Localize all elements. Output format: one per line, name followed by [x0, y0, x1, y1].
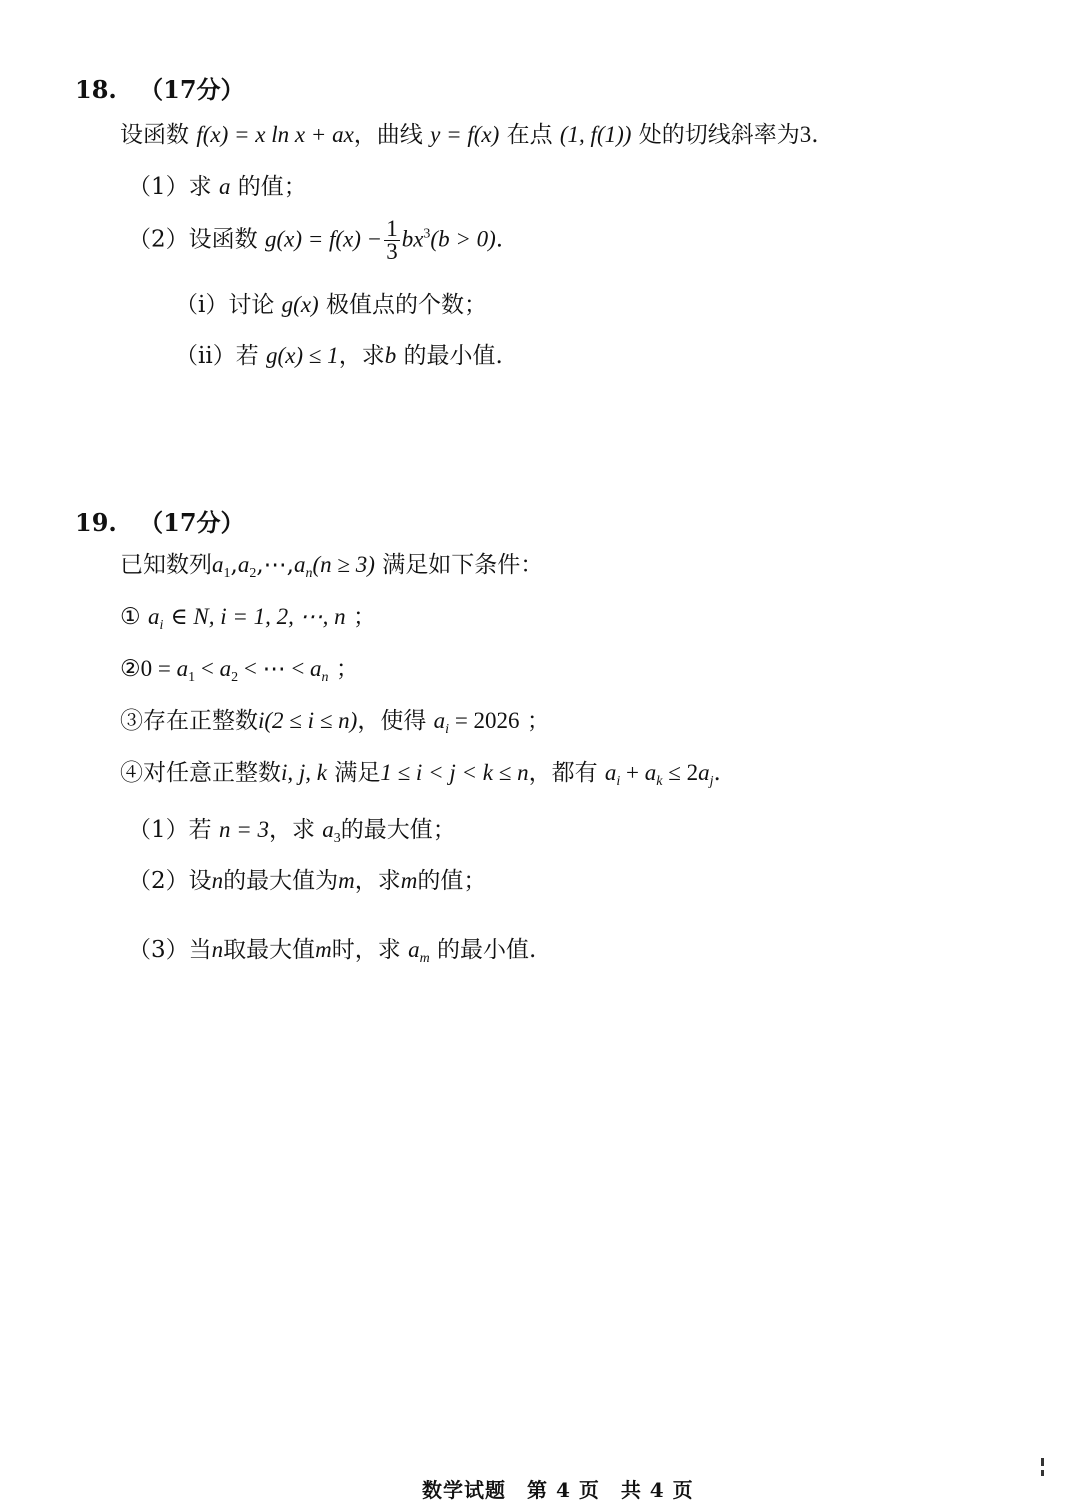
q18-part2-ii: （ii）若 g(x) ≤ 1，求b 的最小值.	[175, 343, 503, 369]
q18-number-text: 18.	[75, 75, 117, 104]
q19-number-text: 19.	[75, 508, 117, 537]
q18-stem: 设函数 f(x) = x ln x + ax，曲线 y = f(x) 在点 (1, f(1)) 处的切线斜率为3.	[120, 122, 819, 148]
q19-number	[75, 503, 245, 538]
q19-points: （17分）	[139, 508, 245, 537]
q18-number	[75, 70, 245, 105]
q19-part2: （2）设n的最大值为m，求m的值；	[128, 868, 487, 894]
q19-part3: （3）当n取最大值m时，求 $a_m$ 的最小值.	[128, 937, 537, 966]
scan-mark	[1041, 1470, 1044, 1476]
scan-mark	[1041, 1458, 1044, 1466]
q18-points: （17分）	[139, 75, 245, 104]
q19-stem: 已知数列$a_1,a_2,\cdots,a_n(n \ge 3)$ 满足如下条件：	[120, 552, 544, 581]
q19-condition-3: ③存在正整数i(2 ≤ i ≤ n)，使得 $a_i = 2026$ ；	[120, 708, 550, 737]
q18-part2: （2）设函数 g(x) = f(x) − $\frac{1}{3}$ $bx^3(b > 0)$.	[128, 216, 504, 264]
q18-part1: （1）求 a 的值；	[128, 174, 307, 200]
q19-part1: （1）若 n = 3，求 $a_3$的最大值；	[128, 817, 456, 846]
q18-part2-i: （i）讨论 g(x) 极值点的个数；	[175, 292, 488, 318]
q19-condition-2: ②0 = $a_1 < a_2$ < ⋯ < $a_n$ ；	[120, 656, 359, 685]
fraction-one-third: $\frac{1}{3}$	[386, 216, 398, 264]
q19-condition-1: ① $a_i$ ∈ N, i = 1, 2, ⋯, n ；	[120, 604, 376, 633]
q19-condition-4: ④对任意正整数i, j, k 满足1 ≤ i < j < k ≤ n，都有 $a_i + a_k \le 2a_j$.	[120, 760, 721, 789]
page-footer: 数学试题 第 4 页 共 4 页	[422, 1478, 694, 1502]
